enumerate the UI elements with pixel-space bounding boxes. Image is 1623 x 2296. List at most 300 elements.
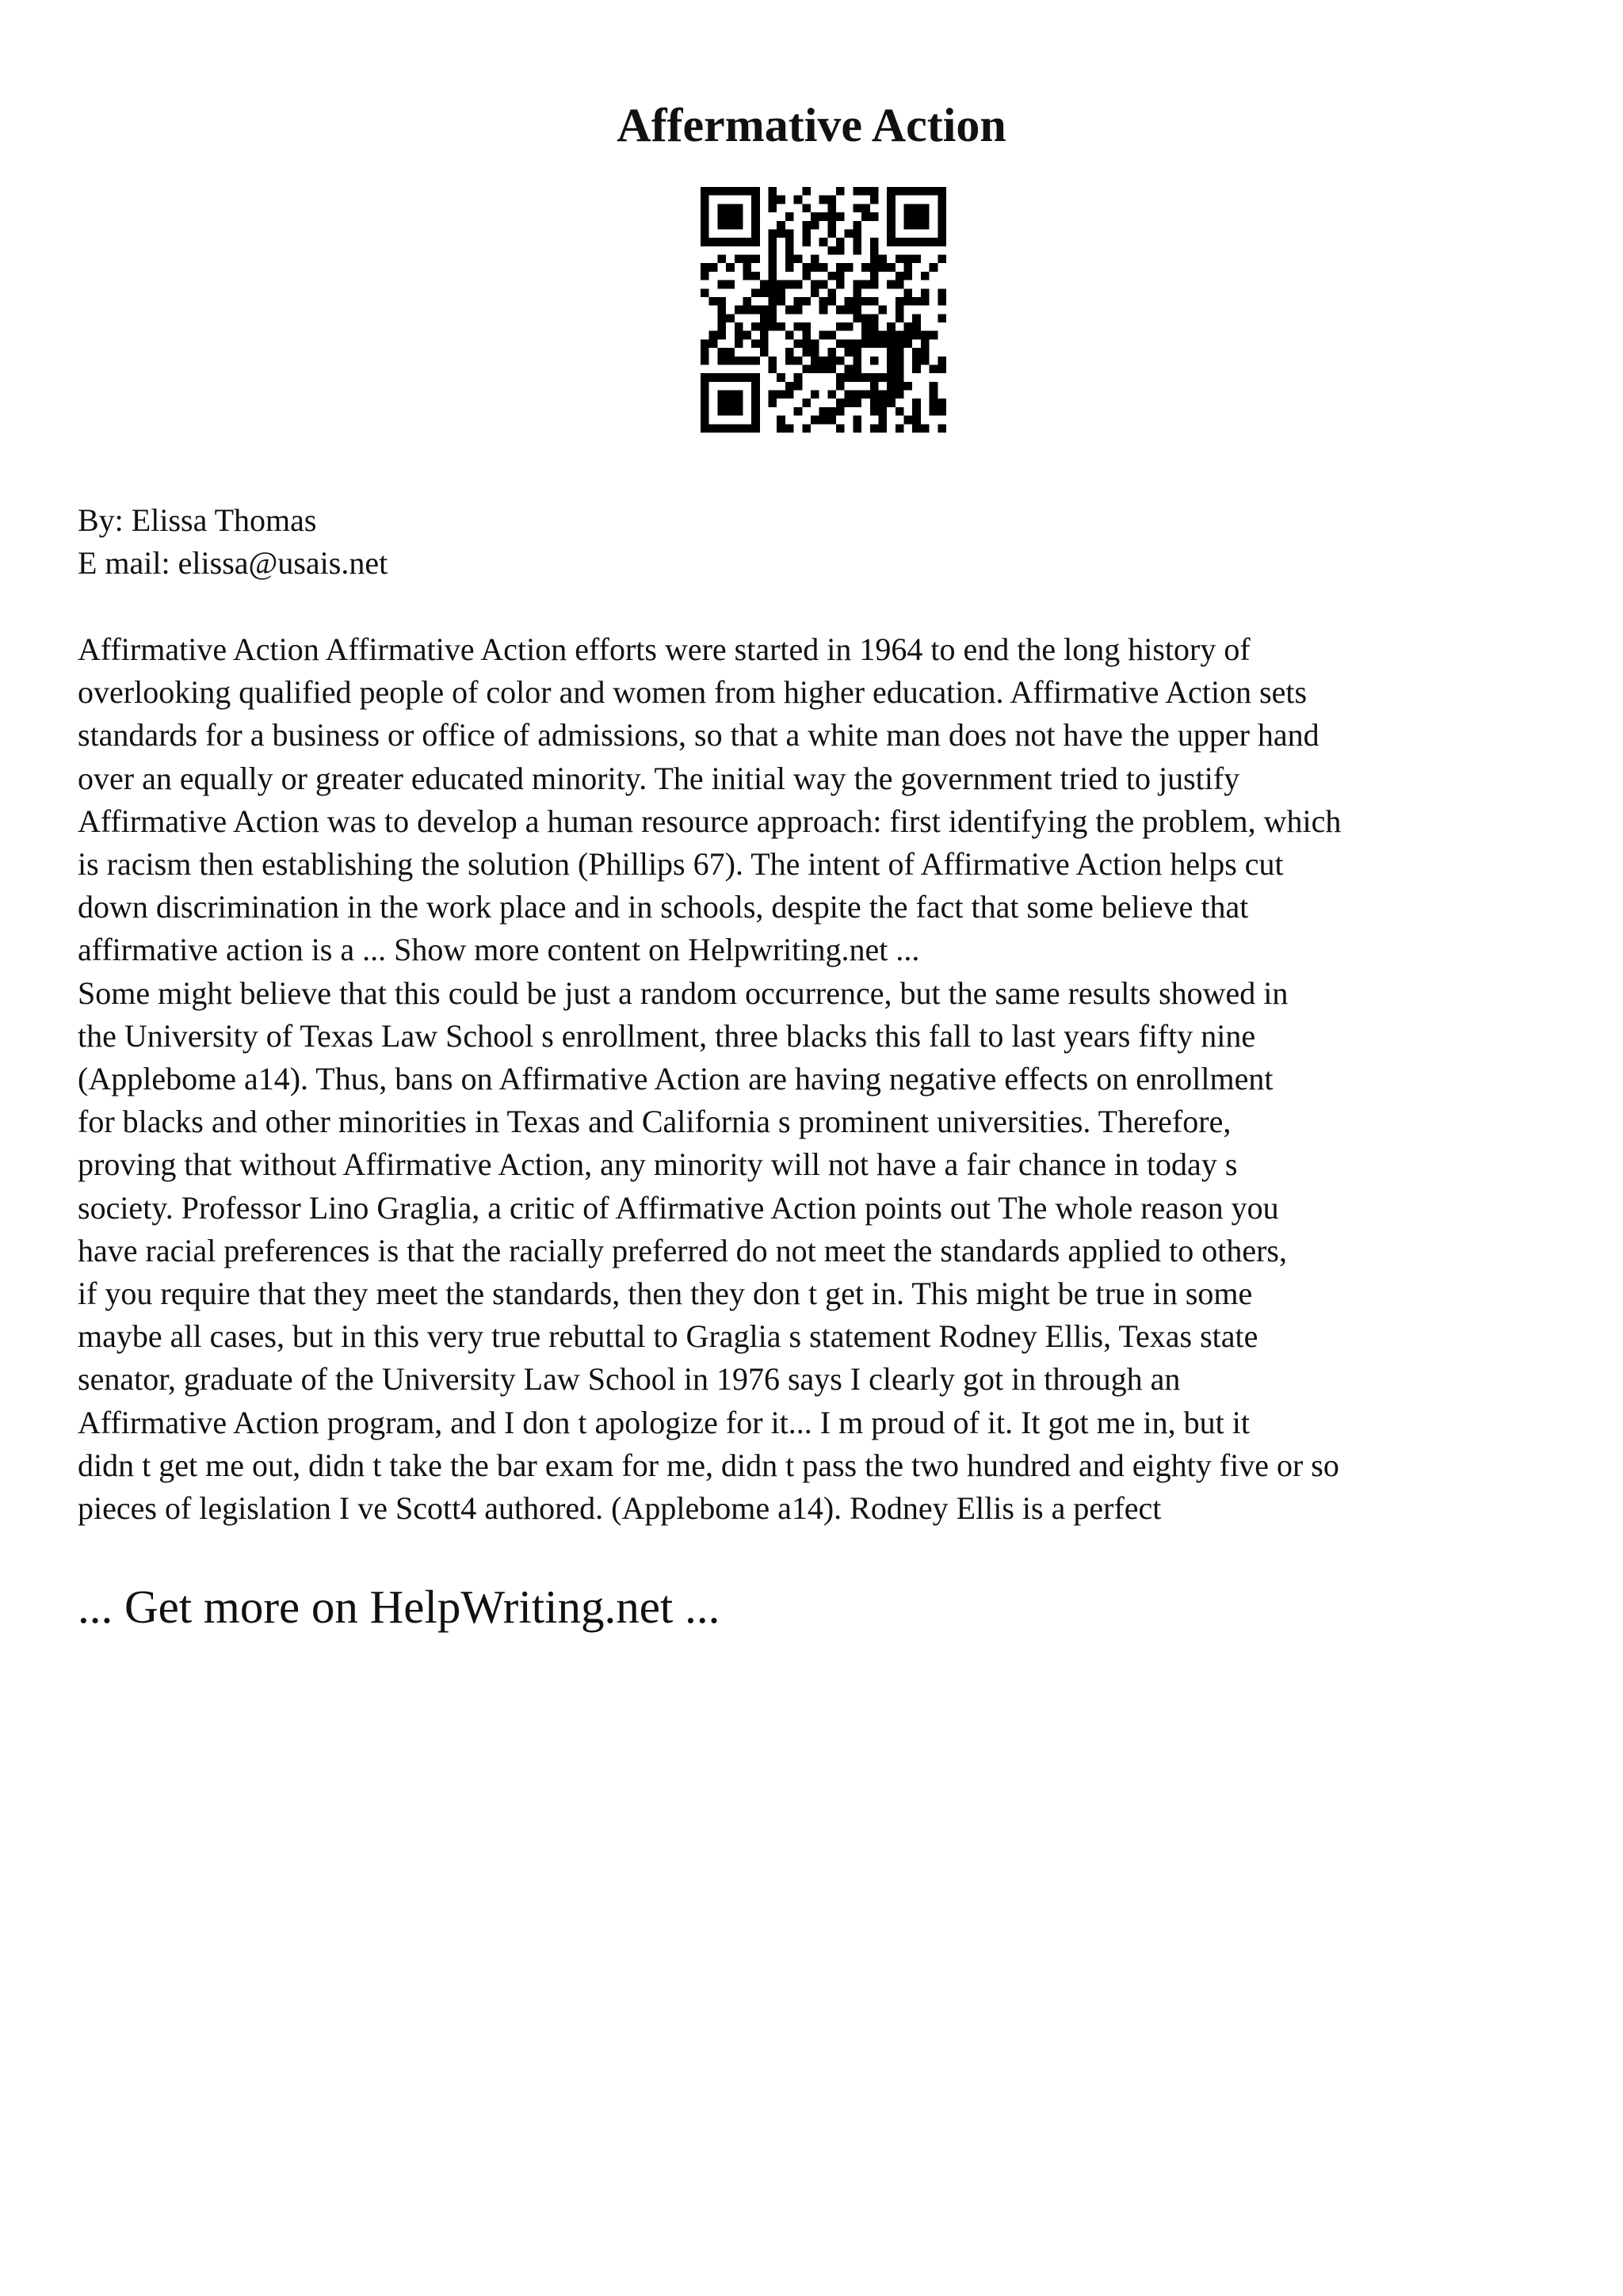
qr-module bbox=[811, 263, 819, 272]
qr-module bbox=[938, 314, 946, 322]
qr-module bbox=[870, 373, 879, 382]
qr-module bbox=[912, 314, 921, 322]
qr-module bbox=[853, 187, 861, 196]
qr-module bbox=[794, 373, 803, 382]
qr-module bbox=[853, 306, 861, 315]
qr-module bbox=[760, 314, 769, 322]
qr-module bbox=[912, 221, 921, 230]
essay-line: didn t get me out, didn t take the bar exam for me, didn t pass the two hundred and eighty five or so bbox=[78, 1447, 1339, 1483]
qr-module bbox=[709, 331, 718, 340]
qr-module bbox=[938, 288, 946, 297]
qr-module bbox=[853, 357, 861, 365]
qr-module bbox=[726, 238, 735, 246]
qr-module bbox=[717, 331, 726, 340]
qr-module bbox=[853, 280, 861, 289]
essay-line: have racial preferences is that the racially preferred do not meet the standards applied to others, bbox=[78, 1232, 1287, 1268]
author-block bbox=[78, 499, 388, 585]
qr-module bbox=[794, 322, 803, 331]
qr-module bbox=[751, 221, 760, 230]
qr-module bbox=[777, 424, 785, 433]
qr-module bbox=[827, 357, 836, 365]
qr-module bbox=[726, 187, 735, 196]
qr-module bbox=[717, 212, 726, 221]
qr-module bbox=[930, 399, 938, 407]
qr-module bbox=[887, 399, 896, 407]
qr-module bbox=[819, 263, 828, 272]
qr-module bbox=[836, 322, 845, 331]
qr-module bbox=[735, 255, 743, 264]
qr-module bbox=[921, 212, 930, 221]
qr-module bbox=[751, 306, 760, 315]
qr-module bbox=[785, 391, 794, 399]
qr-module bbox=[769, 391, 777, 399]
qr-module bbox=[904, 212, 913, 221]
qr-module bbox=[845, 364, 854, 373]
qr-module bbox=[811, 391, 819, 399]
qr-module bbox=[751, 407, 760, 416]
qr-module bbox=[785, 238, 794, 246]
qr-module bbox=[861, 187, 870, 196]
qr-module bbox=[861, 212, 870, 221]
qr-module bbox=[785, 229, 794, 238]
qr-module bbox=[853, 221, 861, 230]
qr-module bbox=[904, 187, 913, 196]
qr-module bbox=[896, 306, 904, 315]
get-more-link[interactable]: ... Get more on HelpWriting.net ... bbox=[78, 1581, 720, 1633]
qr-module bbox=[735, 407, 743, 416]
qr-module bbox=[751, 399, 760, 407]
qr-module bbox=[701, 288, 709, 297]
qr-module bbox=[836, 263, 845, 272]
qr-module bbox=[717, 424, 726, 433]
qr-module bbox=[870, 357, 879, 365]
qr-module bbox=[735, 399, 743, 407]
qr-module bbox=[717, 187, 726, 196]
essay-line: senator, graduate of the University Law School in 1976 says I clearly got in through an bbox=[78, 1361, 1181, 1398]
qr-module bbox=[827, 221, 836, 230]
qr-module bbox=[717, 348, 726, 357]
qr-module bbox=[785, 280, 794, 289]
qr-module bbox=[896, 280, 904, 289]
qr-module bbox=[819, 416, 828, 425]
qr-module bbox=[878, 416, 887, 425]
qr-module bbox=[912, 297, 921, 306]
qr-module bbox=[938, 424, 946, 433]
qr-module bbox=[887, 212, 896, 221]
qr-module bbox=[896, 187, 904, 196]
qr-module bbox=[811, 364, 819, 373]
qr-module bbox=[887, 357, 896, 365]
qr-module bbox=[751, 196, 760, 204]
qr-module bbox=[802, 187, 811, 196]
qr-module bbox=[887, 263, 896, 272]
qr-module bbox=[878, 407, 887, 416]
essay-line: maybe all cases, but in this very true rebuttal to Graglia s statement Rodney Ellis, Texas state bbox=[78, 1318, 1258, 1355]
qr-module bbox=[904, 221, 913, 230]
qr-module bbox=[751, 391, 760, 399]
qr-module bbox=[769, 314, 777, 322]
qr-module bbox=[853, 288, 861, 297]
qr-module bbox=[930, 263, 938, 272]
qr-module bbox=[896, 373, 904, 382]
qr-module bbox=[794, 280, 803, 289]
qr-module bbox=[794, 407, 803, 416]
qr-module bbox=[726, 348, 735, 357]
qr-module bbox=[701, 339, 709, 348]
essay-line: (Applebome a14). Thus, bans on Affirmative Action are having negative effects on enrollment bbox=[78, 1061, 1274, 1097]
qr-module bbox=[912, 348, 921, 357]
qr-module bbox=[735, 187, 743, 196]
qr-module bbox=[896, 357, 904, 365]
qr-module bbox=[887, 331, 896, 340]
qr-module bbox=[735, 204, 743, 212]
qr-module bbox=[743, 373, 751, 382]
qr-module bbox=[938, 364, 946, 373]
qr-module bbox=[794, 255, 803, 264]
qr-module bbox=[827, 288, 836, 297]
qr-module bbox=[912, 331, 921, 340]
qr-module bbox=[896, 348, 904, 357]
essay-line: society. Professor Lino Graglia, a critic of Affirmative Action points out The whole reason you bbox=[78, 1189, 1279, 1226]
qr-module bbox=[735, 424, 743, 433]
qr-module bbox=[717, 306, 726, 315]
qr-module bbox=[827, 212, 836, 221]
qr-module bbox=[726, 263, 735, 272]
qr-module bbox=[836, 306, 845, 315]
qr-module bbox=[751, 373, 760, 382]
qr-module bbox=[743, 187, 751, 196]
qr-module bbox=[896, 382, 904, 391]
qr-module bbox=[769, 364, 777, 373]
qr-module bbox=[751, 382, 760, 391]
qr-module bbox=[845, 229, 854, 238]
qr-module bbox=[726, 373, 735, 382]
qr-module bbox=[743, 263, 751, 272]
qr-module bbox=[861, 314, 870, 322]
qr-module bbox=[785, 263, 794, 272]
qr-module bbox=[861, 391, 870, 399]
qr-module bbox=[921, 221, 930, 230]
qr-module bbox=[836, 407, 845, 416]
qr-module bbox=[769, 357, 777, 365]
qr-module bbox=[853, 238, 861, 246]
qr-module bbox=[802, 297, 811, 306]
qr-module bbox=[921, 339, 930, 348]
qr-module bbox=[751, 288, 760, 297]
qr-module bbox=[896, 314, 904, 322]
qr-module bbox=[921, 288, 930, 297]
qr-module bbox=[777, 297, 785, 306]
qr-module bbox=[777, 229, 785, 238]
qr-module bbox=[861, 373, 870, 382]
qr-module bbox=[769, 246, 777, 255]
qr-module bbox=[836, 399, 845, 407]
qr-module bbox=[751, 357, 760, 365]
qr-module bbox=[717, 357, 726, 365]
qr-module bbox=[878, 255, 887, 264]
document-title: Affermative Action bbox=[617, 99, 1006, 151]
qr-module bbox=[870, 297, 879, 306]
qr-module bbox=[845, 297, 854, 306]
qr-module bbox=[769, 238, 777, 246]
qr-module bbox=[819, 280, 828, 289]
qr-module bbox=[760, 331, 769, 340]
qr-module bbox=[896, 255, 904, 264]
qr-module bbox=[751, 272, 760, 280]
essay-line: proving that without Affirmative Action, any minority will not have a fair chance in today s bbox=[78, 1146, 1238, 1183]
qr-module bbox=[751, 424, 760, 433]
qr-module bbox=[735, 373, 743, 382]
qr-module bbox=[751, 204, 760, 212]
qr-module bbox=[912, 255, 921, 264]
qr-module bbox=[717, 322, 726, 331]
essay-line: down discrimination in the work place and in schools, despite the fact that some believe that bbox=[78, 889, 1249, 925]
qr-module bbox=[735, 238, 743, 246]
qr-module bbox=[870, 246, 879, 255]
qr-module bbox=[887, 238, 896, 246]
qr-module bbox=[769, 255, 777, 264]
qr-module bbox=[861, 204, 870, 212]
qr-module bbox=[887, 373, 896, 382]
qr-module bbox=[726, 357, 735, 365]
qr-module bbox=[912, 238, 921, 246]
qr-module bbox=[870, 322, 879, 331]
qr-module bbox=[769, 280, 777, 289]
qr-module bbox=[701, 416, 709, 425]
qr-module bbox=[743, 255, 751, 264]
qr-module bbox=[709, 297, 718, 306]
essay-line: is racism then establishing the solution (Phillips 67). The intent of Affirmative Action helps cut bbox=[78, 846, 1284, 883]
qr-module bbox=[904, 204, 913, 212]
qr-module bbox=[802, 364, 811, 373]
qr-module bbox=[938, 399, 946, 407]
qr-module bbox=[827, 246, 836, 255]
qr-module bbox=[717, 221, 726, 230]
essay-line: Affirmative Action was to develop a human resource approach: first identifying the problem, which bbox=[78, 803, 1342, 839]
qr-module bbox=[802, 339, 811, 348]
qr-module bbox=[853, 399, 861, 407]
qr-module bbox=[735, 357, 743, 365]
qr-module bbox=[887, 364, 896, 373]
qr-module bbox=[921, 297, 930, 306]
qr-module bbox=[827, 348, 836, 357]
qr-module bbox=[938, 212, 946, 221]
qr-module bbox=[853, 204, 861, 212]
qr-module bbox=[930, 187, 938, 196]
qr-module bbox=[769, 204, 777, 212]
qr-module bbox=[709, 373, 718, 382]
qr-module bbox=[709, 238, 718, 246]
qr-module bbox=[921, 272, 930, 280]
qr-module bbox=[726, 424, 735, 433]
qr-module bbox=[845, 373, 854, 382]
qr-module bbox=[836, 246, 845, 255]
qr-module bbox=[878, 306, 887, 315]
qr-module bbox=[836, 238, 845, 246]
qr-module bbox=[887, 322, 896, 331]
qr-module bbox=[785, 424, 794, 433]
qr-module bbox=[735, 221, 743, 230]
qr-module bbox=[777, 196, 785, 204]
qr-module bbox=[836, 382, 845, 391]
qr-module bbox=[802, 331, 811, 340]
qr-module bbox=[827, 407, 836, 416]
qr-module bbox=[853, 297, 861, 306]
qr-module bbox=[701, 382, 709, 391]
qr-module bbox=[819, 364, 828, 373]
qr-module bbox=[827, 364, 836, 373]
qr-module bbox=[794, 297, 803, 306]
qr-module bbox=[912, 407, 921, 416]
qr-module bbox=[717, 314, 726, 322]
qr-module bbox=[896, 272, 904, 280]
qr-module bbox=[870, 196, 879, 204]
qr-module bbox=[726, 204, 735, 212]
qr-module bbox=[769, 196, 777, 204]
qr-module bbox=[878, 373, 887, 382]
qr-module bbox=[769, 272, 777, 280]
qr-module bbox=[836, 339, 845, 348]
qr-module bbox=[912, 204, 921, 212]
qr-module bbox=[802, 322, 811, 331]
qr-module bbox=[930, 391, 938, 399]
qr-module bbox=[845, 399, 854, 407]
qr-module bbox=[870, 407, 879, 416]
qr-module bbox=[726, 407, 735, 416]
qr-module bbox=[769, 229, 777, 238]
qr-module bbox=[785, 306, 794, 315]
qr-module bbox=[853, 339, 861, 348]
qr-module bbox=[870, 280, 879, 289]
qr-module bbox=[785, 331, 794, 340]
qr-module bbox=[887, 229, 896, 238]
qr-module bbox=[836, 357, 845, 365]
qr-module bbox=[735, 306, 743, 315]
essay-line: affirmative action is a ... Show more content on Helpwriting.net ... bbox=[78, 932, 920, 968]
qr-module bbox=[878, 391, 887, 399]
qr-module bbox=[921, 187, 930, 196]
qr-module bbox=[904, 339, 913, 348]
qr-module bbox=[887, 382, 896, 391]
qr-module bbox=[709, 424, 718, 433]
qr-module bbox=[760, 322, 769, 331]
qr-module bbox=[921, 238, 930, 246]
qr-module bbox=[802, 229, 811, 238]
qr-module bbox=[853, 314, 861, 322]
qr-module bbox=[836, 373, 845, 382]
qr-module bbox=[735, 212, 743, 221]
qr-module bbox=[769, 322, 777, 331]
qr-module bbox=[769, 399, 777, 407]
qr-module bbox=[896, 407, 904, 416]
essay-line: standards for a business or office of admissions, so that a white man does not have the upper hand bbox=[78, 717, 1319, 753]
qr-module bbox=[701, 348, 709, 357]
qr-module bbox=[777, 373, 785, 382]
qr-module bbox=[726, 391, 735, 399]
essay-line: Affirmative Action program, and I don t apologize for it... I m proud of it. It got me in, but it bbox=[78, 1404, 1250, 1440]
qr-module bbox=[904, 238, 913, 246]
qr-module bbox=[912, 416, 921, 425]
qr-module bbox=[870, 187, 879, 196]
qr-module bbox=[896, 424, 904, 433]
qr-module bbox=[938, 407, 946, 416]
qr-module bbox=[912, 212, 921, 221]
qr-module bbox=[896, 238, 904, 246]
qr-module bbox=[769, 306, 777, 315]
qr-module bbox=[887, 187, 896, 196]
qr-module bbox=[896, 297, 904, 306]
qr-module bbox=[751, 255, 760, 264]
qr-module bbox=[912, 399, 921, 407]
qr-module bbox=[743, 306, 751, 315]
qr-module bbox=[751, 322, 760, 331]
qr-module bbox=[904, 331, 913, 340]
qr-module bbox=[887, 280, 896, 289]
qr-module bbox=[802, 424, 811, 433]
qr-module bbox=[861, 263, 870, 272]
qr-module bbox=[709, 187, 718, 196]
essay-line: pieces of legislation I ve Scott4 authored. (Applebome a14). Rodney Ellis is a perfect bbox=[78, 1490, 1162, 1527]
qr-module bbox=[904, 263, 913, 272]
qr-module bbox=[777, 322, 785, 331]
qr-module bbox=[878, 399, 887, 407]
qr-module bbox=[811, 339, 819, 348]
qr-module bbox=[777, 416, 785, 425]
author-line: By: Elissa Thomas bbox=[78, 502, 317, 538]
qr-module bbox=[701, 204, 709, 212]
qr-module bbox=[930, 238, 938, 246]
qr-module bbox=[743, 357, 751, 365]
qr-module bbox=[811, 416, 819, 425]
qr-module bbox=[760, 280, 769, 289]
qr-module bbox=[896, 391, 904, 399]
qr-module bbox=[717, 280, 726, 289]
qr-module bbox=[861, 322, 870, 331]
qr-module bbox=[887, 221, 896, 230]
qr-module bbox=[794, 306, 803, 315]
qr-module bbox=[802, 204, 811, 212]
qr-code-icon bbox=[701, 187, 946, 433]
qr-module bbox=[701, 221, 709, 230]
qr-module bbox=[717, 238, 726, 246]
qr-module bbox=[896, 364, 904, 373]
essay-line: over an equally or greater educated minority. The initial way the government tried to justify bbox=[78, 760, 1240, 796]
qr-module bbox=[827, 297, 836, 306]
qr-module bbox=[726, 314, 735, 322]
qr-module bbox=[938, 196, 946, 204]
qr-module bbox=[777, 391, 785, 399]
qr-module bbox=[836, 212, 845, 221]
qr-module bbox=[836, 280, 845, 289]
qr-module bbox=[811, 348, 819, 357]
qr-module bbox=[930, 364, 938, 373]
qr-module bbox=[912, 424, 921, 433]
qr-module bbox=[912, 322, 921, 331]
qr-module bbox=[802, 238, 811, 246]
qr-module bbox=[870, 212, 879, 221]
qr-module bbox=[853, 364, 861, 373]
qr-module bbox=[819, 357, 828, 365]
qr-module bbox=[845, 348, 854, 357]
qr-module bbox=[870, 391, 879, 399]
essay-line: overlooking qualified people of color and women from higher education. Affirmative Action sets bbox=[78, 674, 1308, 711]
qr-module bbox=[930, 331, 938, 340]
email-line: E mail: elissa@usais.net bbox=[78, 545, 388, 581]
qr-module bbox=[870, 314, 879, 322]
qr-module bbox=[735, 322, 743, 331]
qr-module bbox=[777, 288, 785, 297]
qr-module bbox=[743, 297, 751, 306]
